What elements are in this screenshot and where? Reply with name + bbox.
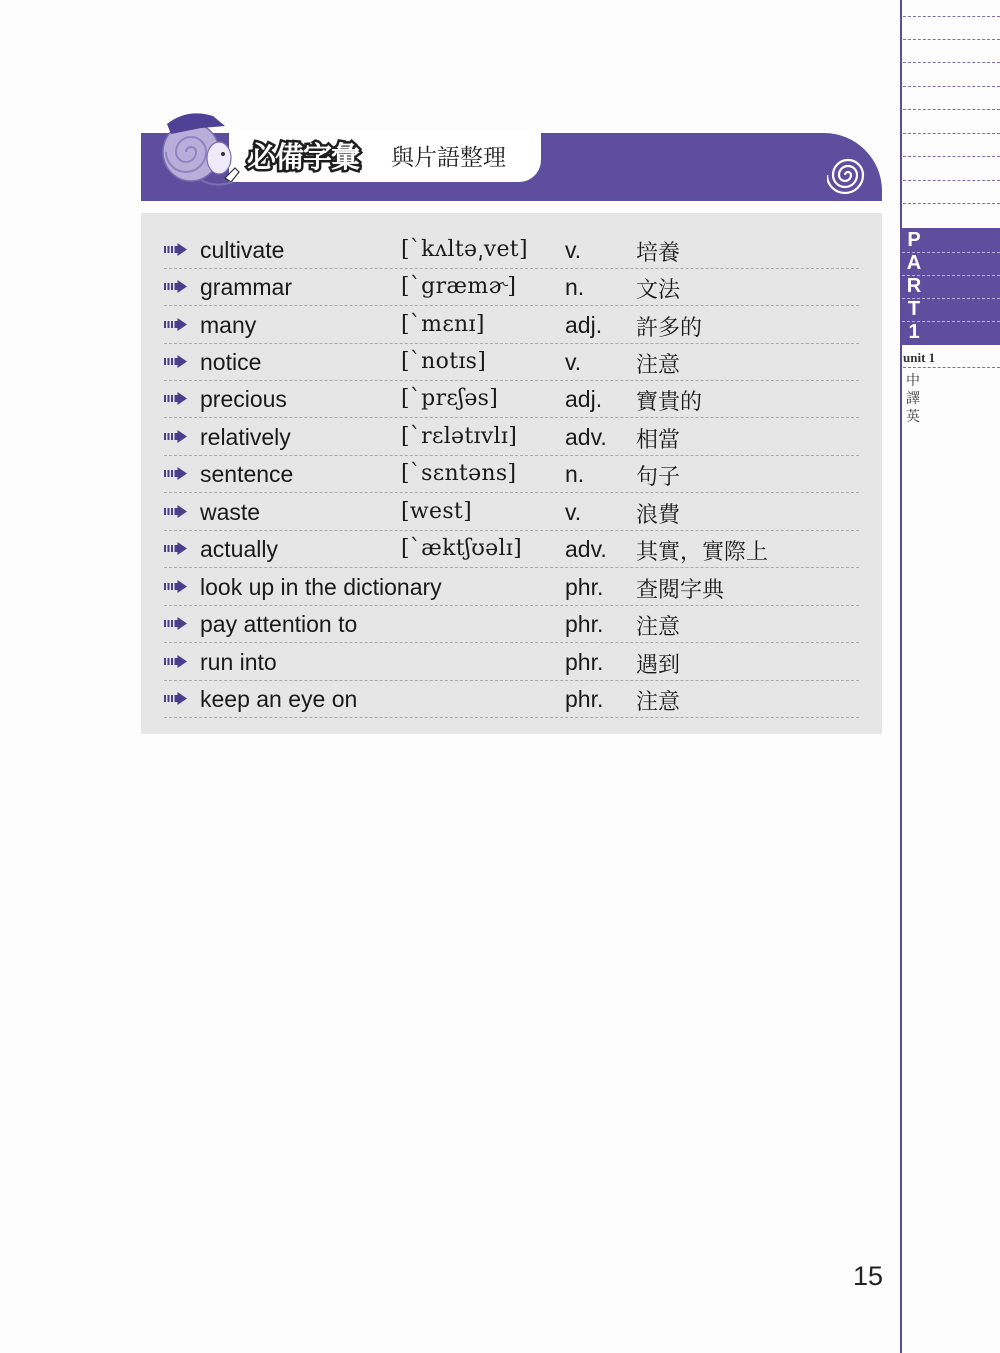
vocab-pronunciation: [ˋnotɪs] — [401, 349, 487, 374]
vocab-row — [164, 643, 859, 681]
vocab-part-of-speech: adv. — [565, 424, 607, 450]
arrow-bullet-icon — [164, 355, 187, 368]
vocab-part-of-speech: adj. — [565, 312, 603, 338]
arrow-bullet-icon — [164, 692, 187, 705]
vocab-meaning: 許多的 — [636, 316, 703, 341]
rail-rule — [903, 86, 1000, 87]
vocab-meaning: 浪費 — [636, 503, 681, 528]
vocab-row — [164, 455, 859, 493]
vocab-part-of-speech: v. — [565, 349, 582, 375]
arrow-bullet-icon — [164, 430, 187, 443]
arrow-bullet-icon — [164, 392, 187, 405]
vocab-part-of-speech: v. — [565, 499, 582, 525]
rail-rule — [903, 133, 1000, 134]
vocab-meaning: 注意 — [636, 690, 681, 715]
snail-mascot-icon — [141, 108, 245, 198]
vocab-row — [164, 605, 859, 643]
arrow-bullet-icon — [164, 542, 187, 555]
page-number: 15 — [853, 1261, 884, 1291]
section-side-title: 中譯英 — [906, 373, 920, 425]
vocab-row — [164, 268, 859, 306]
vocab-row — [164, 418, 859, 456]
vocab-meaning: 相當 — [636, 428, 681, 453]
arrow-bullet-icon — [164, 467, 187, 480]
rail-rule — [903, 156, 1000, 157]
vocab-phrase: run into — [200, 649, 277, 675]
vocab-word: sentence — [200, 461, 294, 487]
page-title: 必備字彙 — [247, 140, 360, 174]
vocab-part-of-speech: phr. — [565, 611, 604, 637]
vocab-word: notice — [200, 349, 262, 375]
vocab-part-of-speech: n. — [565, 461, 585, 487]
vocab-pronunciation: [west] — [401, 499, 472, 524]
rail-rule — [903, 180, 1000, 181]
vocab-pronunciation: [ˋkʌltə͵vet] — [401, 237, 528, 262]
part-label — [905, 229, 923, 344]
vocab-word: cultivate — [200, 237, 285, 263]
vocab-phrase: keep an eye on — [200, 686, 358, 712]
vocab-pronunciation: [ˋsɛntəns] — [401, 461, 517, 486]
rail-rule — [903, 203, 1000, 204]
vocab-row — [164, 530, 859, 568]
arrow-bullet-icon — [164, 617, 187, 630]
rail-rule — [903, 39, 1000, 40]
section-header — [141, 108, 882, 202]
arrow-bullet-icon — [164, 243, 187, 256]
vocab-phrase: look up in the dictionary — [200, 574, 442, 600]
vocab-pronunciation: [ˋmɛnɪ] — [401, 312, 485, 337]
rail-rule — [903, 16, 1000, 17]
part-letter: R — [906, 275, 922, 297]
part-number: 1 — [908, 321, 920, 343]
vocab-part-of-speech: phr. — [565, 649, 604, 675]
vocab-row — [164, 568, 859, 606]
part-letter: T — [907, 298, 921, 320]
vocab-pronunciation: [ˋrɛlətɪvlɪ] — [401, 424, 518, 449]
spiral-icon — [827, 154, 869, 196]
page-subtitle: 與片語整理 — [391, 145, 506, 171]
vocab-pronunciation: [ˋgræmɚ] — [401, 274, 517, 299]
vocab-phrase: pay attention to — [200, 611, 358, 637]
rail-rule — [903, 62, 1000, 63]
unit-label: unit 1 — [903, 350, 936, 365]
vocab-row — [164, 343, 859, 381]
rail-divider — [900, 0, 902, 1353]
part-letter: P — [907, 229, 921, 251]
arrow-bullet-icon — [164, 318, 187, 331]
vocab-word: relatively — [200, 424, 291, 450]
vocab-row — [164, 680, 859, 718]
vocab-part-of-speech: v. — [565, 237, 582, 263]
vocab-meaning: 遇到 — [636, 653, 681, 678]
vocab-meaning: 注意 — [636, 353, 681, 378]
vocab-meaning: 其實，實際上 — [636, 540, 769, 565]
vocab-meaning: 句子 — [636, 465, 681, 490]
vocab-part-of-speech: phr. — [565, 574, 604, 600]
vocab-row — [164, 306, 859, 344]
vocab-word: waste — [200, 499, 261, 525]
vocab-pronunciation: [ˋæktʃʊəlɪ] — [401, 536, 523, 561]
rail-rule — [903, 109, 1000, 110]
arrow-bullet-icon — [164, 505, 187, 518]
vocab-meaning: 注意 — [636, 615, 681, 640]
vocab-row — [164, 380, 859, 418]
vocab-part-of-speech: phr. — [565, 686, 604, 712]
arrow-bullet-icon — [164, 580, 187, 593]
rail-rule — [903, 367, 1000, 368]
arrow-bullet-icon — [164, 280, 187, 293]
vocab-row — [164, 231, 859, 269]
vocab-meaning: 文法 — [636, 278, 681, 303]
vocab-meaning: 培養 — [636, 241, 681, 266]
vocab-meaning: 寶貴的 — [636, 390, 703, 415]
vocab-pronunciation: [ˋprɛʃəs] — [401, 386, 499, 411]
vocab-row — [164, 493, 859, 531]
part-letter: A — [906, 252, 922, 274]
vocab-word: grammar — [200, 274, 293, 300]
arrow-bullet-icon — [164, 655, 187, 668]
vocabulary-panel — [141, 213, 882, 734]
vocab-part-of-speech: adv. — [565, 536, 607, 562]
vocab-word: actually — [200, 536, 278, 562]
vocab-part-of-speech: adj. — [565, 386, 603, 412]
vocab-meaning: 查閱字典 — [636, 578, 725, 603]
vocab-word: many — [200, 312, 257, 338]
vocab-part-of-speech: n. — [565, 274, 585, 300]
vocab-word: precious — [200, 386, 287, 412]
